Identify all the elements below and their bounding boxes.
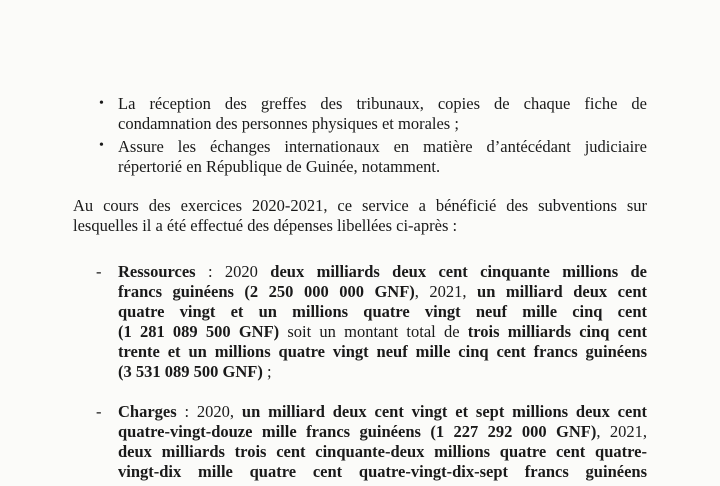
charges-label: Charges — [118, 402, 177, 421]
charges-line-4: vingt-dix mille quatre cent quatre-vingt-dix-sept francs guinéens — [118, 462, 647, 481]
list-dash: - — [96, 402, 102, 421]
intro-line-2: lesquelles il a été effectué des dépenses libellées ci-après : — [73, 216, 458, 235]
charges-line-2: quatre-vingt-douze mille francs guinéens (1 227 292 000 GNF), 2021, — [118, 422, 647, 441]
ressources-line-6: (3 531 089 500 GNF) ; — [118, 362, 272, 381]
bullet-2-line-2: répertorié en République de Guinée, notamment. — [118, 157, 441, 176]
list-dash: - — [96, 262, 102, 281]
ressources-label: Ressources — [118, 262, 196, 281]
bullet-marker: • — [99, 96, 104, 111]
ressources-line-2: francs guinéens (2 250 000 000 GNF), 2021, un milliard deux cent — [118, 282, 647, 301]
ressources-line-1: Ressources : 2020 deux milliards deux cent cinquante millions de — [118, 262, 647, 281]
charges-line-3: deux milliards trois cent cinquante-deux millions quatre cent quatre- — [118, 442, 647, 461]
ressources-line-5: trente et un millions quatre vingt neuf mille cinq cent francs guinéens — [118, 342, 647, 361]
bullet-1-line-2: condamnation des personnes physiques et morales ; — [118, 114, 459, 133]
bullet-marker: • — [99, 138, 104, 153]
ressources-line-4: (1 281 089 500 GNF) soit un montant total de trois milliards cinq cent — [118, 322, 647, 341]
intro-line-1: Au cours des exercices 2020-2021, ce service a bénéficié des subventions sur — [73, 196, 647, 215]
bullet-2-line-1: Assure les échanges internationaux en matière d’antécédant judiciaire — [118, 137, 647, 156]
ressources-line-3: quatre vingt et un millions quatre vingt neuf mille cinq cent — [118, 302, 647, 321]
bullet-1-line-1: La réception des greffes des tribunaux, copies de chaque fiche de — [118, 94, 647, 113]
charges-line-1: Charges : 2020, un milliard deux cent vingt et sept millions deux cent — [118, 402, 647, 421]
